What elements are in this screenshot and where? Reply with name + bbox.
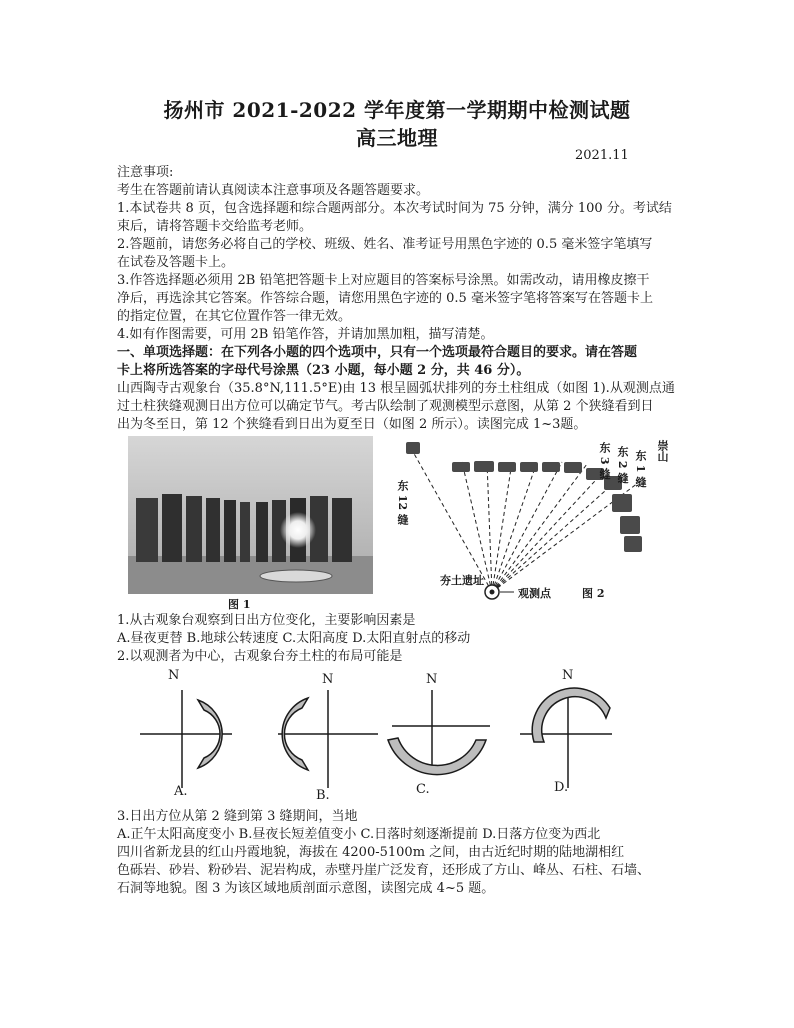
figure1-photo — [128, 436, 373, 611]
notes-line: 1.本试卷共 8 页，包含选择题和综合题两部分。本次考试时间为 75 分钟，满分 100 分。考试结 — [117, 201, 672, 216]
passage-line: 四川省新龙县的红山丹霞地貌，海拔在 4200-5100m 之间，由古近纪时期的陆地湖相红 — [117, 845, 625, 860]
figure2-caption: 图 2 — [582, 587, 605, 600]
observatory-photo — [128, 436, 373, 594]
north-label: N — [322, 672, 334, 687]
q2-diagrams-svg — [140, 668, 680, 808]
question-options: A.正午太阳高度变小 B.昼夜长短差值变小 C.日落时刻逐渐提前 D.日落方位变为西北 — [117, 827, 601, 842]
north-label: N — [562, 668, 574, 683]
slot-label: 东 12 缝 — [396, 480, 409, 525]
point-label: 观测点 — [518, 587, 551, 600]
question-stem: 3.日出方位从第 2 缝到第 3 缝期间，当地 — [117, 809, 358, 824]
question-stem: 1.从古观象台观察到日出方位变化，主要影响因素是 — [117, 613, 416, 628]
notes-line: 考生在答题前请认真阅读本注意事项及各题答题要求。 — [117, 183, 430, 198]
slot-label: 东 1 缝 — [634, 450, 647, 488]
slot-label: 崇山 — [656, 440, 669, 462]
option-label: D. — [554, 780, 569, 795]
north-label: N — [426, 672, 438, 687]
option-label: B. — [316, 788, 330, 803]
section-heading: 卡上将所选答案的字母代号涂黑（23 小题，每小题 2 分，共 46 分）。 — [117, 363, 530, 378]
option-label: A. — [174, 784, 188, 799]
question-options: A.昼夜更替 B.地球公转速度 C.太阳高度 D.太阳直射点的移动 — [117, 631, 471, 646]
option-label: C. — [416, 782, 430, 797]
exam-title: 扬州市 2021-2022 学年度第一学期期中检测试题 — [163, 98, 631, 122]
north-label: N — [168, 668, 180, 683]
notes-line: 的指定位置，在其它位置作答一律无效。 — [117, 309, 352, 324]
question-stem: 2.以观测者为中心，古观象台夯土柱的布局可能是 — [117, 649, 403, 664]
slot-label: 东 3 缝 — [598, 442, 611, 480]
base-label: 夯土遗址 — [440, 574, 484, 587]
notes-line: 4.如有作图需要，可用 2B 铅笔作答，并请加黑加粗，描写清楚。 — [117, 327, 494, 342]
notes-heading: 注意事项: — [117, 165, 174, 180]
intro-line: 过土柱狭缝观测日出方位可以确定节气。考古队绘制了观测模型示意图，从第 2 个狭缝看到日 — [117, 399, 654, 414]
notes-line: 3.作答选择题必须用 2B 铅笔把答题卡上对应题目的答案标号涂黑。如需改动，请用橡皮擦干 — [117, 273, 650, 288]
slot-label: 东 2 缝 — [616, 446, 629, 484]
exam-date: 2021.11 — [575, 148, 629, 163]
intro-line: 山西陶寺古观象台（35.8°N,111.5°E)由 13 根呈圆弧状排列的夯土柱组成（如图 1).从观测点通 — [117, 381, 675, 396]
notes-line: 束后，请将答题卡交给监考老师。 — [117, 219, 313, 234]
notes-line: 净后，再选涂其它答案。作答综合题，请您用黑色字迹的 0.5 毫米签字笔将答案写在答题卡上 — [117, 291, 653, 306]
figure1-caption: 图 1 — [228, 598, 251, 611]
figure2-diagram — [392, 432, 687, 607]
notes-line: 在试卷及答题卡上。 — [117, 255, 235, 270]
notes-line: 2.答题前，请您务必将自己的学校、班级、姓名、准考证号用黑色字迹的 0.5 毫米签字笔填写 — [117, 237, 653, 252]
intro-line: 出为冬至日，第 12 个狭缝看到日出为夏至日（如图 2 所示）。读图完成 1~3题。 — [117, 417, 587, 432]
passage-line: 色砾岩、砂岩、粉砂岩、泥岩构成，赤壁丹崖广泛发育，还形成了方山、峰丛、石柱、石墙、 — [117, 863, 651, 878]
q2-option-diagrams — [140, 668, 680, 808]
section-heading: 一、单项选择题：在下列各小题的四个选项中，只有一个选项最符合题目的要求。请在答题 — [117, 345, 638, 360]
exam-subtitle: 高三地理 — [356, 126, 438, 150]
passage-line: 石洞等地貌。图 3 为该区域地质剖面示意图，读图完成 4~5 题。 — [117, 881, 495, 896]
